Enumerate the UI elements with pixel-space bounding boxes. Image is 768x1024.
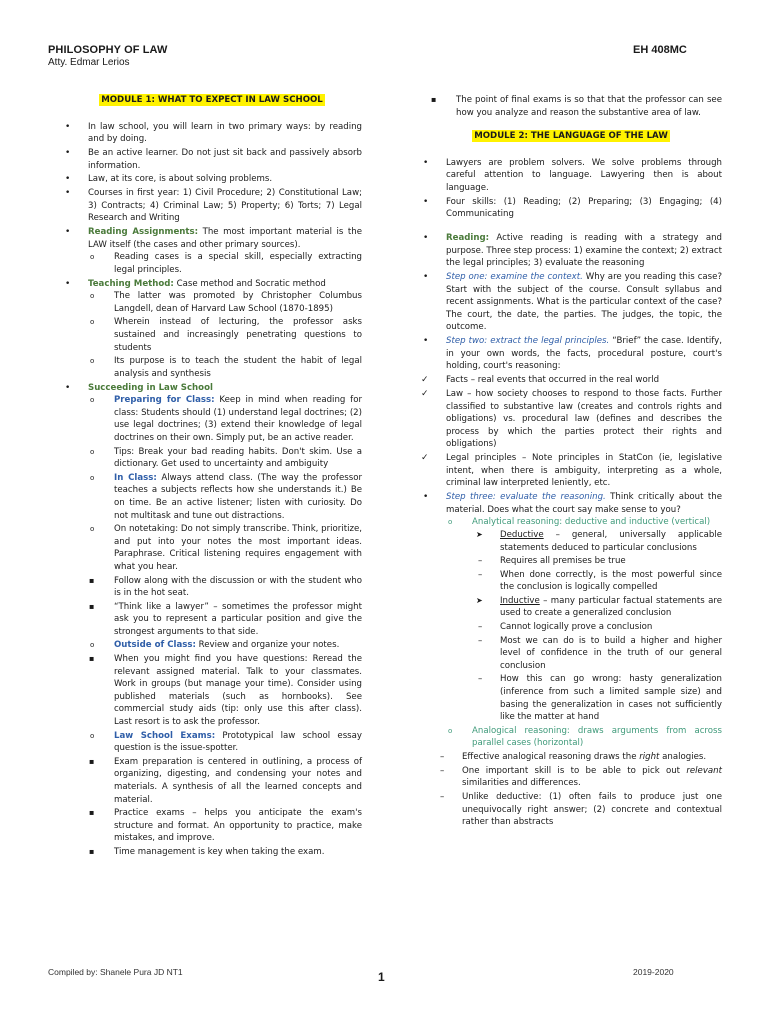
right-column	[420, 94, 722, 830]
list-item: – Most we can do is to build a higher and higher level of confidence in the truth of our general conclusion	[472, 635, 722, 673]
list-item: – One important skill is to be able to pick out relevant similarities and differences.	[434, 765, 722, 790]
list-item-in-class: o In Class: Always attend class. (The way the professor teaches a subjects reflects how she understands it.) Be on time. Be an active listener; listen with curiosity. Do not multitask and tune out distractions.	[88, 472, 362, 522]
list-item: – Effective analogical reasoning draws the right analogies.	[434, 751, 722, 764]
module1-list	[62, 121, 362, 859]
list-item: ▪ Practice exams – helps you anticipate the exam's structure and format. An opportunity to practice, make mistakes, and improve.	[88, 807, 362, 845]
list-item: ✓ Facts – real events that occurred in the real world	[420, 374, 722, 387]
list-item: • In law school, you will learn in two primary ways: by reading and by doing.	[62, 121, 362, 146]
course-code: EH 408MC	[633, 44, 687, 56]
list-item-step-three: • Step three: evaluate the reasoning. Think critically about the material. Does what the court say make sense to you? o Analytical reasoning: deductive and inductive (vertical) ➤ Deductive – general, universally applicable statements deduced to particular conclusions – Requires all premises be true – When done correctly, is the most powerful since the conclusion is logically compelled ➤ Inductive – many particular factual statements are used to create a generalized conclusion – Cannot logically prove a conclusion – Most we can do is to build a higher and higher level of confidence in the truth of our general conclusion – How this can go wrong: hasty generalization (inference from such a limited sample size) and basing the generalization in cases not sufficiently like the matter at hand o Analogical reasoning: draws arguments from across parallel cases (horizontal)	[420, 491, 722, 750]
list-item-deductive: ➤ Deductive – general, universally applicable statements deduced to particular conclusions	[472, 529, 722, 554]
list-item-succeeding: • Succeeding in Law School o Preparing for Class: Keep in mind when reading for class: Students should (1) understand legal doctrines; (2) use legal doctrines; (3) extend their knowledge of legal doctrines on their own. Simply put, be an active reader. o Tips: Break your bad reading habits. Don't skim. Use a dictionary. Get used to uncertainty and ambiguity o In Class: Always attend class. (The way the professor teaches a subjects reflects how she understands it.) Be on time. Be an active listener; listen with curiosity. Do not multitask and tune out distractions. o On notetaking: Do not simply transcribe. Think, prioritize, and put into your notes the most important ideas. Paraphrase. Critical listening requires engagement with what you hear. ▪ Follow along with the discussion or with the student who is in the hot seat. ▪ “Think like a lawyer” – sometimes the professor might ask you to represent a particular position and give the strongest arguments to that side. o Outside of Class: Review and organize your notes. ▪ When you might find you have questions: Reread the relevant assigned material. Talk to your classmates. Work in groups (but manage your time). Consider using published materials (such as hornbooks). See commercial study aids (tip: only use this after class). Last resort is to ask the professor. o Law School Exams: Prototypical law school essay question is the issue-spotter. ▪ Exam preparation is centered in outlining, a process of organizing, digesting, and condensing your notes and materials. A synthesis of all the learned concepts and material. ▪ Practice exams – helps you anticipate the exam's structure and format. An opportunity to practice, make mistakes, and improve. ▪ Time management is key when taking the exam.	[62, 382, 362, 859]
module1-heading: MODULE 1: WHAT TO EXPECT IN LAW SCHOOL	[101, 95, 323, 105]
list-item: – Unlike deductive: (1) often fails to produce just one unequivocally right answer; (2) concrete and contextual rather than abstracts	[434, 791, 722, 829]
list-item-step-two: • Step two: extract the legal principles. “Brief” the case. Identify, in your own words, the facts, procedural posture, court's holding, court's reasoning:	[420, 335, 722, 373]
list-item: ▪ When you might find you have questions: Reread the relevant assigned material. Talk to your classmates. Work in groups (but manage your time). Consider using published materials (such as hornbooks). See commercial study aids (tip: only use this after class). Last resort is to ask the professor.	[88, 653, 362, 729]
list-item-reading-assignments: • Reading Assignments: The most important material is the LAW itself (the cases and other primary sources). o Reading cases is a special skill, especially extracting legal principles.	[62, 226, 362, 276]
left-column	[62, 94, 362, 860]
list-item: o Tips: Break your bad reading habits. Don't skim. Use a dictionary. Get used to uncertainty and ambiguity	[88, 446, 362, 471]
module2-reading-list	[420, 232, 722, 750]
list-item: ▪ The point of final exams is so that that the professor can see how you analyze and reason the substantive area of law.	[430, 94, 722, 119]
list-item: o Wherein instead of lecturing, the professor asks sustained and increasingly penetrating questions to students	[88, 316, 362, 354]
list-item: • Be an active learner. Do not just sit back and passively absorb information.	[62, 147, 362, 172]
list-item: o Reading cases is a special skill, especially extracting legal principles.	[88, 251, 362, 276]
list-item: ▪ Time management is key when taking the exam.	[88, 846, 362, 859]
list-item: – How this can go wrong: hasty generalization (inference from such a limited sample size) and basing the generalization in cases not sufficiently like the matter at hand	[472, 673, 722, 723]
list-item: ✓ Legal principles – Note principles in StatCon (ie, legislative intent, when there is ambiguity, interpreting as a whole, criminal law interpreted leniently, etc.	[420, 452, 722, 490]
page-number: 1	[378, 970, 385, 984]
list-item: – Requires all premises be true	[472, 555, 722, 568]
module2-heading: MODULE 2: THE LANGUAGE OF THE LAW	[474, 131, 668, 142]
list-item: ▪ “Think like a lawyer” – sometimes the professor might ask you to represent a particular position and give the strongest arguments to that side.	[88, 601, 362, 639]
list-item: o On notetaking: Do not simply transcribe. Think, prioritize, and put into your notes the most important ideas. Paraphrase. Critical listening requires engagement with what you hear.	[88, 523, 362, 573]
course-title: PHILOSOPHY OF LAW	[48, 44, 168, 56]
list-item-analytical: o Analytical reasoning: deductive and inductive (vertical) ➤ Deductive – general, universally applicable statements deduced to particular conclusions – Requires all premises be true – When done correctly, is the most powerful since the conclusion is logically compelled ➤ Inductive – many particular factual statements are used to create a generalized conclusion – Cannot logically prove a conclusion – Most we can do is to build a higher and higher level of confidence in the truth of our general conclusion – How this can go wrong: hasty generalization (inference from such a limited sample size) and basing the generalization in cases not sufficiently like the matter at hand	[446, 516, 722, 724]
list-item-outside-class: o Outside of Class: Review and organize your notes.	[88, 639, 362, 652]
list-item-inductive: ➤ Inductive – many particular factual statements are used to create a generalized conclusion	[472, 595, 722, 620]
list-item-reading: • Reading: Active reading is reading with a strategy and purpose. Three step process: 1) examine the context; 2) extract the legal principles; 3) evaluate the reasoning	[420, 232, 722, 270]
list-item: o Its purpose is to teach the student the habit of legal analysis and synthesis	[88, 355, 362, 380]
list-item-step-one: • Step one: examine the context. Why are you reading this case? Start with the subject of the course. Consult syllabus and recent assignments. What is the particular context of the case? The court, the date, the parties. The judges, the topic, the outcome.	[420, 271, 722, 334]
footer-compiled-by: Compiled by: Shanele Pura JD NT1	[48, 967, 183, 977]
list-item: – Cannot logically prove a conclusion	[472, 621, 722, 634]
list-item: • Four skills: (1) Reading; (2) Preparing; (3) Engaging; (4) Communicating	[420, 196, 722, 221]
list-item-preparing: o Preparing for Class: Keep in mind when reading for class: Students should (1) understand legal doctrines; (2) use legal doctrines; (3) extend their knowledge of legal doctrines on their own. Simply put, be an active reader.	[88, 394, 362, 444]
list-item: ▪ Follow along with the discussion or with the student who is in the hot seat.	[88, 575, 362, 600]
list-item: – When done correctly, is the most powerful since the conclusion is logically compelled	[472, 569, 722, 594]
list-item: • Law, at its core, is about solving problems.	[62, 173, 362, 186]
list-item-analogical: o Analogical reasoning: draws arguments from across parallel cases (horizontal)	[446, 725, 722, 750]
list-item: • Courses in first year: 1) Civil Procedure; 2) Constitutional Law; 3) Contracts; 4) Criminal Law; 5) Property; 6) Torts; 7) Legal Research and Writing	[62, 187, 362, 225]
list-item: • Lawyers are problem solvers. We solve problems through careful attention to language. Lawyering then is about language.	[420, 157, 722, 195]
list-item: o The latter was promoted by Christopher Columbus Langdell, dean of Harvard Law School (1870-1895)	[88, 290, 362, 315]
list-item-exams: o Law School Exams: Prototypical law school essay question is the issue-spotter.	[88, 730, 362, 755]
module2-list	[420, 157, 722, 221]
footer-year: 2019-2020	[633, 967, 674, 977]
instructor-name: Atty. Edmar Lerios	[48, 57, 130, 68]
list-item: ✓ Law – how society chooses to respond to those facts. Further classified to substantive law (creates and controls rights and obligations) vs. procedural law (defines and describes the process by which the parties protect their rights and obligations)	[420, 388, 722, 451]
list-item: ▪ Exam preparation is centered in outlining, a process of organizing, digesting, and condensing your notes and materials. A synthesis of all the learned concepts and material.	[88, 756, 362, 806]
list-item-teaching-method: • Teaching Method: Case method and Socratic method o The latter was promoted by Christopher Columbus Langdell, dean of Harvard Law School (1870-1895) o Wherein instead of lecturing, the professor asks sustained and increasingly penetrating questions to students o Its purpose is to teach the student the habit of legal analysis and synthesis	[62, 278, 362, 381]
